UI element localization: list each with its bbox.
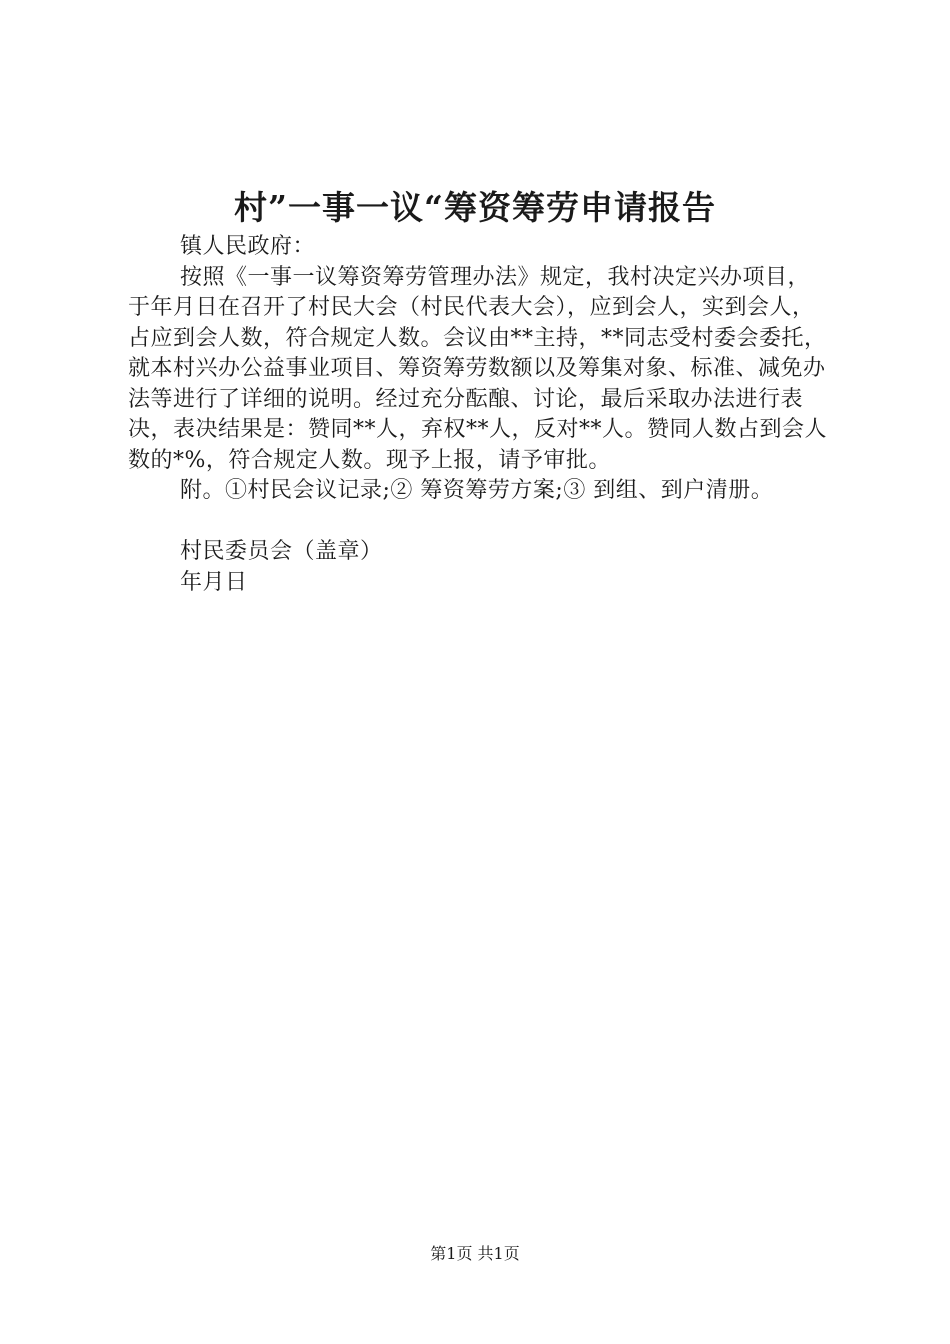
attachment-line: 附。①村民会议记录;② 筹资筹劳方案;③ 到组、到户清册。 — [180, 478, 774, 503]
document-body — [128, 232, 828, 598]
date-line: 年月日 — [180, 569, 248, 595]
blank-line — [128, 507, 828, 538]
signature-line: 村民委员会（盖章） — [180, 539, 383, 564]
main-paragraph: 按照《一事一议筹资筹劳管理办法》规定，我村决定兴办项目，于年月日在召开了村民大会（村民代表大会），应到会人，实到会人，占应到会人数，符合规定人数。会议由**主持，**同志受村委会委托，就本村兴办公益事业项目、筹资筹劳数额以及筹集对象、标准、减免办法等进行了详细的说明。经过充分酝酿、讨论，最后采取办法进行表决，表决结果是：赞同**人，弃权**人，反对**人。赞同人数占到会人数的*%，符合规定人数。现予上报，请予审批。 — [128, 264, 828, 473]
document-title: 村”一事一议“筹资筹劳申请报告 — [234, 188, 716, 227]
page-footer: 第1页 共1页 — [430, 1244, 520, 1263]
salutation: 镇人民政府： — [180, 234, 316, 259]
